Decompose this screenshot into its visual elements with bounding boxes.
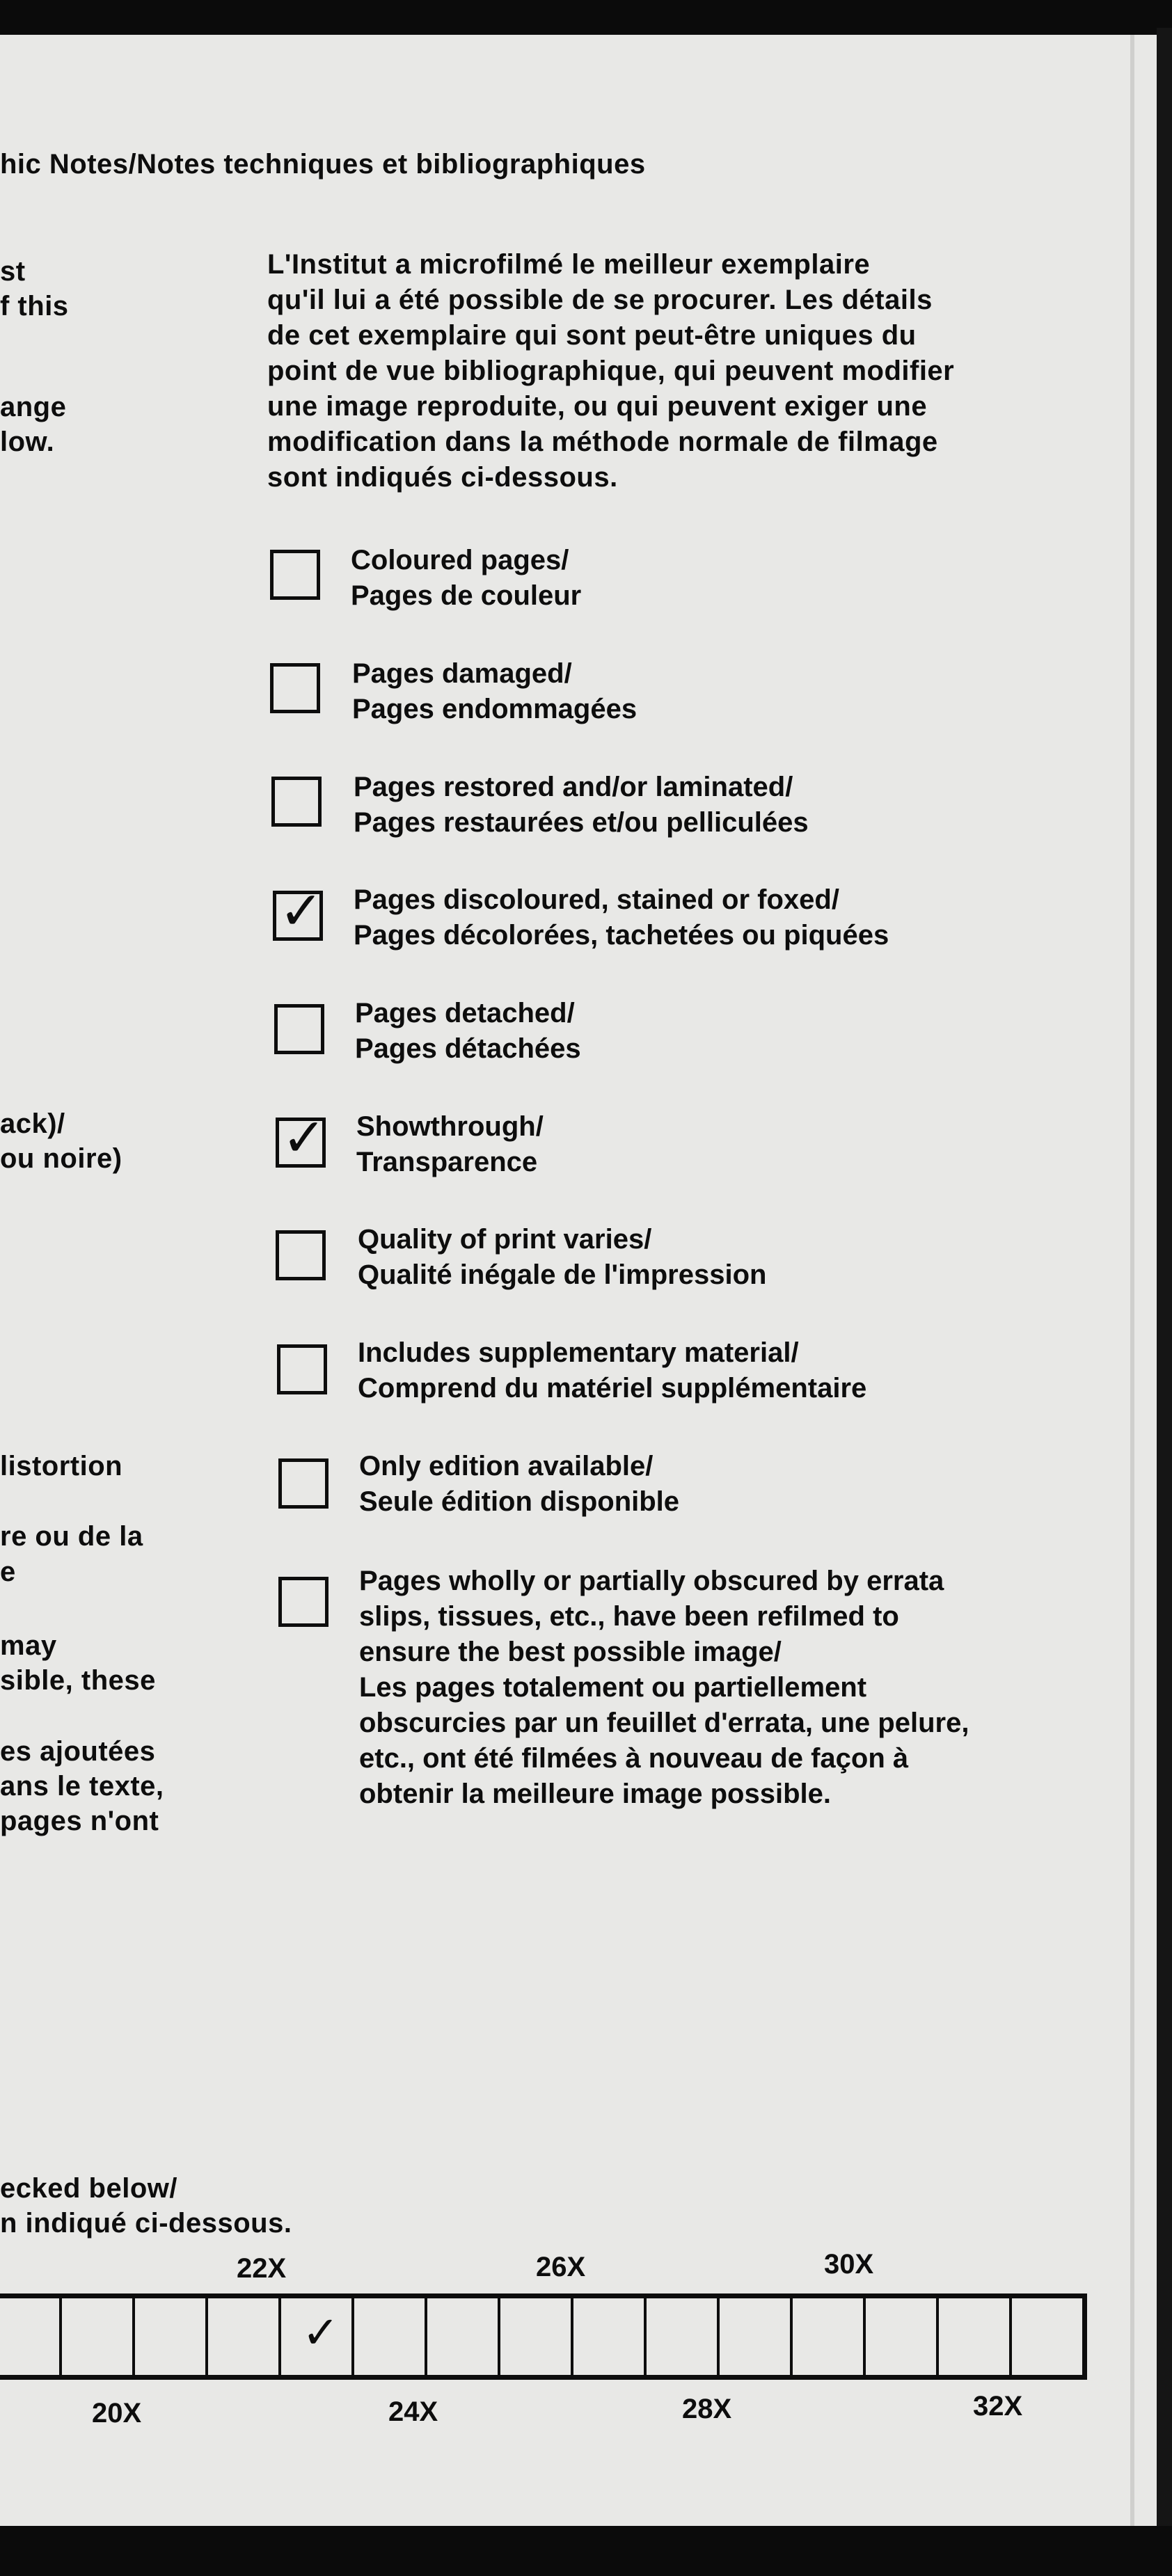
errata-line: obtenir la meilleure image possible. [359,1779,831,1809]
intro-line: sont indiqués ci-dessous. [267,462,618,493]
left-fragment: ack)/ [0,1108,65,1139]
option-label: Pages détachées [355,1033,581,1064]
checkbox-errata-obscured[interactable] [278,1577,328,1627]
scale-cell[interactable] [425,2298,498,2375]
checkbox-quality-of-print[interactable] [276,1230,326,1280]
scale-cell[interactable] [205,2298,278,2375]
checkbox-pages-restored[interactable] [271,777,322,827]
option-label: Seule édition disponible [359,1486,680,1517]
errata-line: Les pages totalement ou partiellement [359,1672,867,1703]
checkmark-icon: ✓ [282,1106,326,1168]
option-label: Quality of print varies/ [358,1224,652,1255]
scale-cell[interactable] [1009,2298,1082,2375]
checkmark-icon: ✓ [302,2307,340,2359]
checkmark-icon: ✓ [279,880,324,941]
errata-description [359,1564,969,1812]
errata-line: etc., ont été filmées à nouveau de façon à [359,1743,909,1774]
option-label: Pages restaurées et/ou pelliculées [354,807,809,838]
option-label: Transparence [356,1147,538,1177]
scale-cell[interactable] [498,2298,571,2375]
left-fragment: e [0,1557,16,1587]
film-border-bottom [0,2526,1172,2576]
option-label: Qualité inégale de l'impression [358,1259,767,1290]
left-fragment: ange [0,392,67,422]
left-fragment: f this [0,291,69,321]
scale-cell[interactable] [351,2298,425,2375]
option-label: Pages discoloured, stained or foxed/ [354,884,839,915]
option-label: Pages restored and/or laminated/ [354,772,793,802]
errata-line: obscurcies par un feuillet d'errata, une pelure, [359,1708,969,1738]
left-fragment: ecked below/ [0,2173,177,2204]
left-fragment: re ou de la [0,1521,143,1552]
scale-label-30x: 30X [824,2249,874,2280]
scale-cell[interactable] [717,2298,790,2375]
intro-line: point de vue bibliographique, qui peuvent modifier [267,356,955,386]
scale-label-28x: 28X [682,2394,732,2424]
checkbox-supplementary-material[interactable] [277,1344,327,1394]
left-fragment: listortion [0,1451,123,1481]
scale-cell[interactable] [936,2298,1009,2375]
option-label: Pages décolorées, tachetées ou piquées [354,920,889,951]
intro-line: qu'il lui a été possible de se procurer. Les détails [267,285,933,315]
checkbox-pages-detached[interactable] [274,1004,324,1054]
checkbox-pages-damaged[interactable] [270,663,320,713]
left-fragment: low. [0,427,55,457]
film-border-right [1157,28,1172,2533]
checkbox-pages-discoloured[interactable] [273,880,324,941]
page-edge-shadow [1130,35,1134,2526]
scale-cell[interactable] [59,2298,132,2375]
intro-line: modification dans la méthode normale de filmage [267,427,938,457]
scale-cell[interactable] [132,2298,205,2375]
option-label: Pages endommagées [352,694,638,724]
intro-line: L'Institut a microfilmé le meilleur exemplaire [267,249,871,280]
errata-line: slips, tissues, etc., have been refilmed to [359,1601,899,1632]
checkbox-only-edition[interactable] [278,1458,328,1509]
option-label: Only edition available/ [359,1451,654,1481]
scale-cell[interactable] [644,2298,717,2375]
option-label: Coloured pages/ [351,545,569,575]
option-label: Pages damaged/ [352,658,572,689]
checkbox-coloured-pages[interactable] [270,550,320,600]
errata-line: Pages wholly or partially obscured by errata [359,1566,944,1596]
page-heading: hic Notes/Notes techniques et bibliographiques [0,149,646,180]
scale-cell-checked[interactable] [278,2298,351,2375]
checkbox-showthrough[interactable] [276,1106,326,1168]
intro-line: de cet exemplaire qui sont peut-être uniques du [267,320,917,351]
scale-label-26x: 26X [536,2252,586,2282]
intro-paragraph [267,247,954,495]
left-fragment: may [0,1630,57,1661]
left-fragment: sible, these [0,1665,156,1696]
reduction-scale [0,2293,1087,2380]
scale-cell[interactable] [790,2298,863,2375]
left-fragment: n indiqué ci-dessous. [0,2208,292,2239]
scale-label-20x: 20X [92,2398,142,2428]
option-label: Includes supplementary material/ [358,1337,799,1368]
scale-cell[interactable] [571,2298,644,2375]
scale-cell[interactable] [0,2298,59,2375]
scale-label-24x: 24X [388,2396,438,2427]
left-fragment: es ajoutées [0,1736,156,1767]
option-label: Showthrough/ [356,1111,544,1142]
errata-line: ensure the best possible image/ [359,1637,782,1667]
scale-label-32x: 32X [973,2391,1023,2422]
scale-label-22x: 22X [237,2253,287,2284]
left-fragment: ou noire) [0,1143,122,1174]
left-fragment: pages n'ont [0,1806,159,1836]
scale-cell[interactable] [863,2298,936,2375]
option-label: Pages de couleur [351,580,582,611]
intro-line: une image reproduite, ou qui peuvent exiger une [267,391,928,422]
option-label: Pages detached/ [355,998,575,1028]
option-label: Comprend du matériel supplémentaire [358,1373,867,1404]
left-fragment: ans le texte, [0,1771,164,1802]
left-fragment: st [0,256,26,287]
